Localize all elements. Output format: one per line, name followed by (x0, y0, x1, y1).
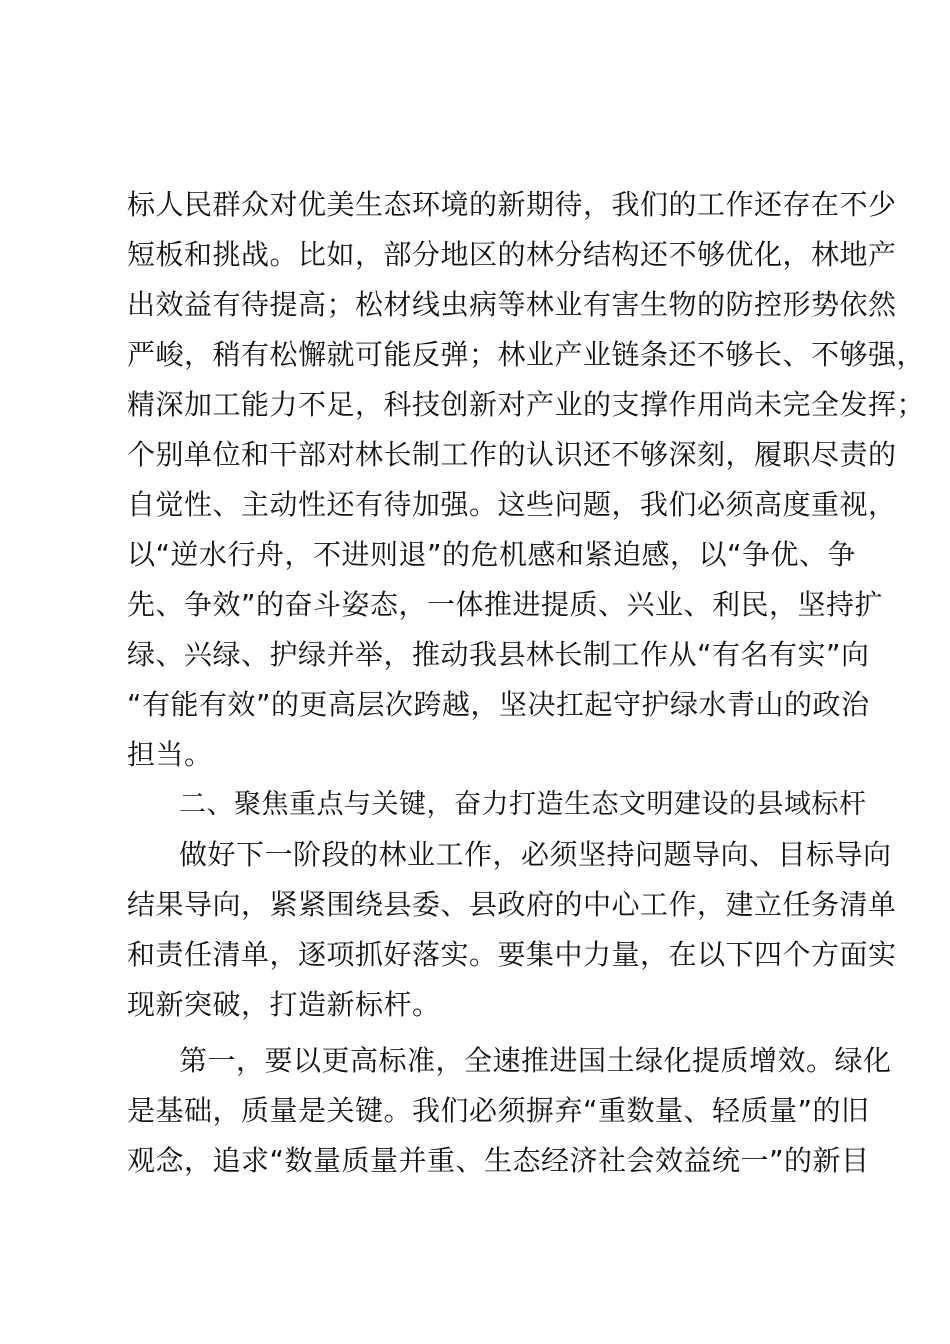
paragraph-line: 是基础，质量是关键。我们必须摒弃“重数量、轻质量”的旧 (127, 1094, 870, 1127)
document-body (127, 180, 926, 1186)
paragraph-line: 和责任清单，逐项抓好落实。要集中力量，在以下四个方面实 (127, 938, 897, 971)
paragraph-line: 精深加工能力不足，科技创新对产业的支撑作用尚未完全发挥； (127, 388, 926, 421)
paragraph-line: 做好下一阶段的林业工作，必须坚持问题导向、目标导向 (179, 838, 892, 871)
paragraph-line: 标人民群众对优美生态环境的新期待，我们的工作还存在不少 (127, 188, 897, 221)
paragraph-line: 自觉性、主动性还有待加强。这些问题，我们必须高度重视， (127, 488, 897, 521)
paragraph-line: 严峻，稍有松懈就可能反弹；林业产业链条还不够长、不够强， (127, 338, 926, 371)
paragraph-line: 先、争效”的奋斗姿态，一体推进提质、兴业、利民，坚持扩 (127, 588, 884, 621)
paragraph-line: 绿、兴绿、护绿并举，推动我县林长制工作从“有名有实”向 (127, 638, 870, 671)
paragraph-line: 结果导向，紧紧围绕县委、县政府的中心工作，建立任务清单 (127, 888, 897, 921)
paragraph-line: 以“逆水行舟，不进则退”的危机感和紧迫感，以“争优、争 (127, 538, 857, 571)
paragraph-line: 担当。 (127, 738, 213, 771)
paragraph-line: “有能有效”的更高层次跨越，坚决扛起守护绿水青山的政治 (127, 688, 870, 721)
paragraph-line: 出效益有待提高；松材线虫病等林业有害生物的防控形势依然 (127, 288, 897, 321)
paragraph-line: 短板和挑战。比如，部分地区的林分结构还不够优化，林地产 (127, 238, 897, 271)
paragraph-line: 现新突破，打造新标杆。 (127, 988, 441, 1021)
section-heading: 二、聚焦重点与关键，奋力打造生态文明建设的县域标杆 (179, 789, 867, 820)
paragraph-line: 个别单位和干部对林长制工作的认识还不够深刻，履职尽责的 (127, 438, 897, 471)
paragraph-line: 观念，追求“数量质量并重、生态经济社会效益统一”的新目 (127, 1144, 870, 1177)
paragraph-line: 第一，要以更高标准，全速推进国土绿化提质增效。绿化 (179, 1044, 892, 1077)
